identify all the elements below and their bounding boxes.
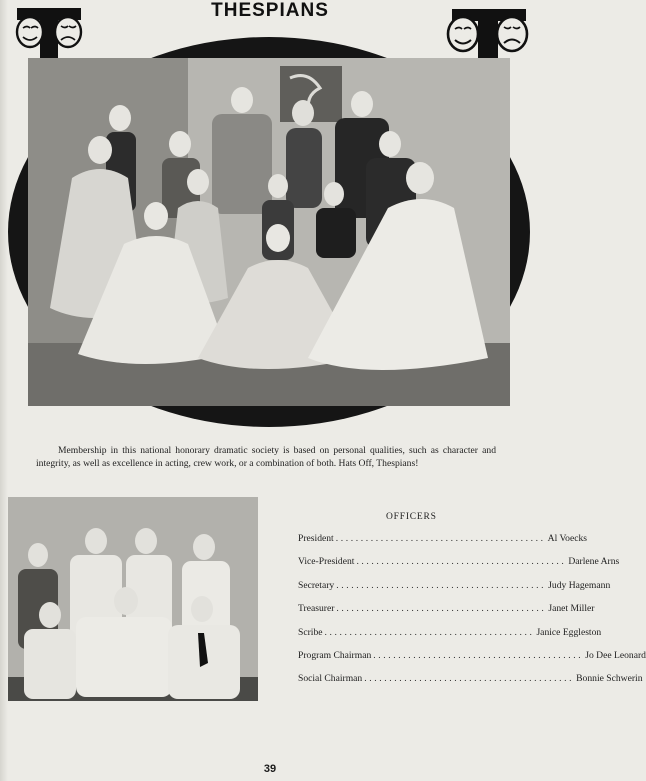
officer-role: Vice-President (298, 556, 355, 567)
officer-name: Jo Dee Leonard (585, 650, 646, 661)
officer-row (298, 556, 620, 570)
leader-dots: .......................................... (336, 580, 547, 591)
membership-caption (36, 444, 496, 470)
officer-row (298, 627, 602, 641)
officer-name: Al Voecks (547, 533, 588, 544)
officer-name: Janet Miller (548, 603, 595, 614)
officer-name: Bonnie Schwerin (576, 673, 643, 684)
page-number: 39 (263, 763, 277, 775)
leader-dots: .......................................... (324, 627, 535, 638)
officer-role: Program Chairman (298, 650, 372, 661)
caption-text: Membership in this national honorary dramatic society is based on personal qualities, such as character and integrity, as well as excellence in acting, crew work, or a combination of both. Hats Off, Thespians! (36, 445, 496, 469)
officer-name: Judy Hagemann (548, 580, 611, 591)
leader-dots: .......................................... (364, 673, 575, 684)
officer-row (298, 580, 611, 594)
officer-role: Treasurer (298, 603, 335, 614)
officer-role: Scribe (298, 627, 323, 638)
page-title: THESPIANS (211, 0, 329, 21)
group-photo (28, 58, 510, 406)
officer-role: Social Chairman (298, 673, 363, 684)
leader-dots: .......................................... (336, 603, 547, 614)
officer-name: Darlene Arns (568, 556, 620, 567)
officers-heading: OFFICERS (386, 512, 437, 522)
officer-row (298, 533, 588, 547)
officer-row (298, 650, 646, 664)
officer-role: President (298, 533, 334, 544)
officer-name: Janice Eggleston (536, 627, 602, 638)
officer-row (298, 673, 643, 687)
leader-dots: .......................................... (373, 650, 584, 661)
page-edge (0, 0, 8, 781)
leader-dots: .......................................... (335, 533, 546, 544)
officers-photo (8, 497, 258, 701)
officer-row (298, 603, 595, 617)
leader-dots: .......................................... (356, 556, 567, 567)
officer-role: Secretary (298, 580, 335, 591)
